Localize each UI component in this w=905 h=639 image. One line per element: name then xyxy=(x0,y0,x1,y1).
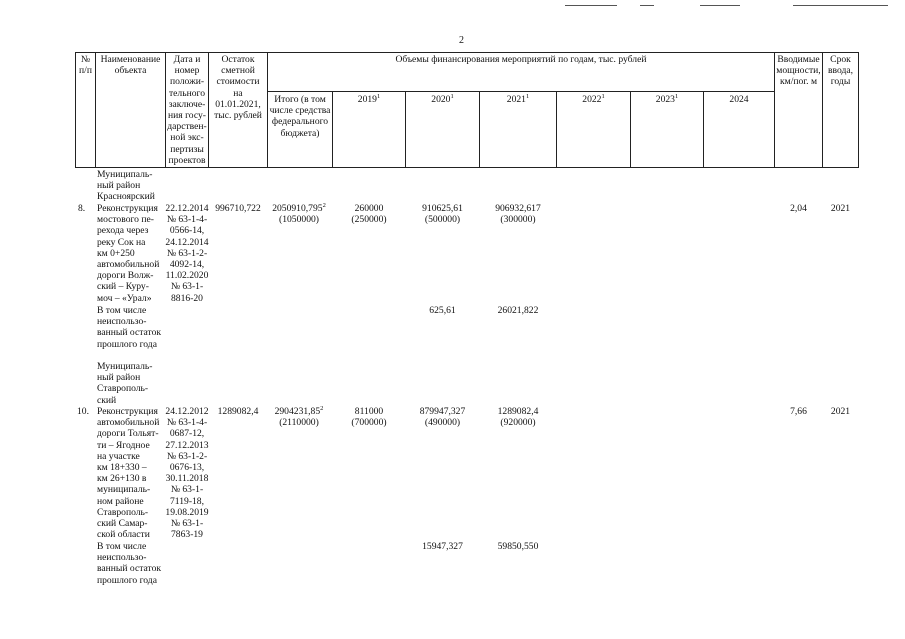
scan-artifact-line xyxy=(640,5,654,6)
row-2019-fed: (700000) xyxy=(351,417,387,428)
row-balance: 996710,722 xyxy=(215,203,261,214)
row-total-fed: (2110000) xyxy=(279,417,319,428)
row-balance: 1289082,4 xyxy=(217,406,259,417)
row-2021: 906932,617 xyxy=(495,203,541,214)
row-number: 8. xyxy=(78,203,86,214)
row-2019-fed: (250000) xyxy=(351,214,387,225)
row-capacity: 2,04 xyxy=(790,203,807,214)
header-year-2022: 2022$^1$ xyxy=(582,92,605,105)
row-total: 2050910,795$^2$ xyxy=(272,201,326,214)
row-district: Муниципаль- ный район Красноярский xyxy=(97,169,155,203)
header-year-2024: 2024 xyxy=(729,94,749,105)
header-year-2020: 2020$^1$ xyxy=(431,92,454,105)
row-sub-label: В том числе неиспользо- ванный остаток прошлого года xyxy=(97,305,162,350)
row-sub-2021: 59850,550 xyxy=(497,541,539,552)
row-2020-fed: (490000) xyxy=(424,417,461,428)
row-total-fed: (1050000) xyxy=(279,214,319,225)
scan-artifact-line xyxy=(565,5,617,6)
header-year-2019: 2019$^1$ xyxy=(357,92,381,105)
row-sub-2020: 15947,327 xyxy=(422,541,463,552)
table-header-bottom xyxy=(75,167,859,168)
row-term: 2021 xyxy=(830,203,851,214)
funding-subheader-line xyxy=(267,91,774,92)
row-total: 2904231,85$^2$ xyxy=(274,404,324,417)
header-balance: Остаток сметной стоимости на 01.01.2021, тыс. рублей xyxy=(214,54,262,122)
row-sub-label: В том числе неиспользо- ванный остаток прошлого года xyxy=(97,541,162,586)
header-name: Наименование объекта xyxy=(100,54,161,77)
row-2019: 260000 xyxy=(354,203,384,214)
row-sub-2021: 26021,822 xyxy=(497,305,539,316)
header-year-2023: 2023$^1$ xyxy=(655,92,679,105)
row-2021-fed: (300000) xyxy=(500,214,536,225)
scan-artifact-line xyxy=(793,5,888,6)
header-total: Итого (в том числе средства федерального бюджета) xyxy=(269,94,331,139)
row-name: Реконструкция мостового пе- рехода через реку Сок на км 0+250 автомобильной дороги Волж- ский – Куру- моч – «Урал» xyxy=(97,203,160,304)
table-border-top xyxy=(75,52,859,53)
row-2021: 1289082,4 xyxy=(497,406,539,417)
row-district: Муниципаль- ный район Ставрополь- ский xyxy=(97,361,153,406)
row-capacity: 7,66 xyxy=(790,406,807,417)
scan-artifact-line xyxy=(700,5,740,6)
header-year-2021: 2021$^1$ xyxy=(506,92,530,105)
header-date: Дата и номер положи- тельного заключе- ния госу- дарствен- ной экс- пертизы проектов xyxy=(167,54,207,166)
row-2021-fed: (920000) xyxy=(500,417,536,428)
page-number: 2 xyxy=(459,35,464,46)
row-date: 22.12.2014 № 63-1-4- 0566-14, 24.12.2014 № 63-1-2- 4092-14, 11.02.2020 № 63-1- 8816-20 xyxy=(165,203,209,304)
row-date: 24.12.2012 № 63-1-4- 0687-12, 27.12.2013 № 63-1-2- 0676-13, 30.11.2018 № 63-1- 7119-18, 19.08.2019 № 63-1- 7863-19 xyxy=(165,406,209,541)
header-no: № п/п xyxy=(79,54,92,77)
row-number: 10. xyxy=(77,406,89,417)
row-sub-2020: 625,61 xyxy=(429,305,456,316)
col-line xyxy=(858,52,859,168)
header-term: Срок ввода, годы xyxy=(827,54,854,88)
row-2019: 811000 xyxy=(354,406,384,417)
row-term: 2021 xyxy=(830,406,851,417)
row-name: Реконструкция автомобильной дороги Тольят- ти – Ягодное на участке км 18+330 – км 26+130 в муниципаль- ном районе Ставрополь- ский Самар- ской области xyxy=(97,406,160,541)
row-2020: 910625,61 xyxy=(422,203,463,214)
row-2020-fed: (500000) xyxy=(424,214,461,225)
header-funding: Объемы финансирования мероприятий по годам, тыс. рублей xyxy=(395,54,647,65)
header-capacity: Вводимые мощности, км/пог. м xyxy=(776,54,821,88)
row-2020: 879947,327 xyxy=(419,406,466,417)
